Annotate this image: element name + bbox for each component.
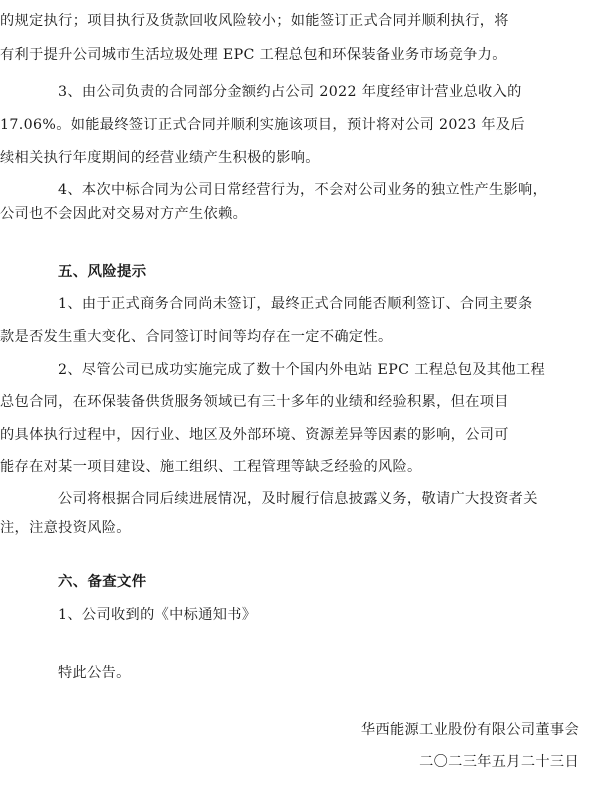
paragraph-reference-item1: 1、公司收到的《中标通知书》 xyxy=(58,607,257,623)
section5-heading: 五、风险提示 xyxy=(58,264,147,280)
paragraph-risk1-line1: 1、由于正式商务合同尚未签订，最终正式合同能否顺利签订、合同主要条 xyxy=(58,296,533,312)
paragraph-risk1-line2: 款是否发生重大变化、合同签订时间等均存在一定不确定性。 xyxy=(0,329,393,345)
paragraph-notice-line2: 注，注意投资风险。 xyxy=(0,520,131,536)
paragraph-risk2-line1: 2、尽管公司已成功实施完成了数十个国内外电站 EPC 工程总包及其他工程 xyxy=(58,362,546,378)
paragraph-item4-line2: 公司也不会因此对交易对方产生依赖。 xyxy=(0,206,248,222)
paragraph-risk2-line3: 的具体执行过程中，因行业、地区及外部环境、资源差异等因素的影响，公司可 xyxy=(0,427,509,443)
paragraph-risk2-line4: 能存在对某一项目建设、施工组织、工程管理等缺乏经验的风险。 xyxy=(0,459,422,475)
paragraph-notice-line1: 公司将根据合同后续进展情况，及时履行信息披露义务，敬请广大投资者关 xyxy=(58,491,538,507)
paragraph-item3-line1: 3、由公司负责的合同部分金额约占公司 2022 年度经审计营业总收入的 xyxy=(58,84,522,100)
closing-statement: 特此公告。 xyxy=(58,665,131,681)
section6-heading: 六、备查文件 xyxy=(58,574,147,590)
paragraph-item4-line1: 4、本次中标合同为公司日常经营行为，不会对公司业务的独立性产生影响， xyxy=(58,182,548,198)
paragraph-item3-line2: 17.06%。如能最终签订正式合同并顺利实施该项目，预计将对公司 2023 年及后 xyxy=(0,117,526,133)
paragraph-item2-line2: 有利于提升公司城市生活垃圾处理 EPC 工程总包和环保装备业务市场竞争力。 xyxy=(0,47,507,63)
paragraph-item3-line3: 续相关执行年度期间的经营业绩产生积极的影响。 xyxy=(0,150,320,166)
paragraph-risk2-line2: 总包合同，在环保装备供货服务领域已有三十多年的业绩和经验积累，但在项目 xyxy=(0,394,509,410)
signature-company: 华西能源工业股份有限公司董事会 xyxy=(360,722,579,738)
paragraph-item2-line1: 的规定执行；项目执行及货款回收风险较小；如能签订正式合同并顺利执行，将 xyxy=(0,13,509,29)
signature-date: 二〇二三年五月二十三日 xyxy=(419,754,579,770)
